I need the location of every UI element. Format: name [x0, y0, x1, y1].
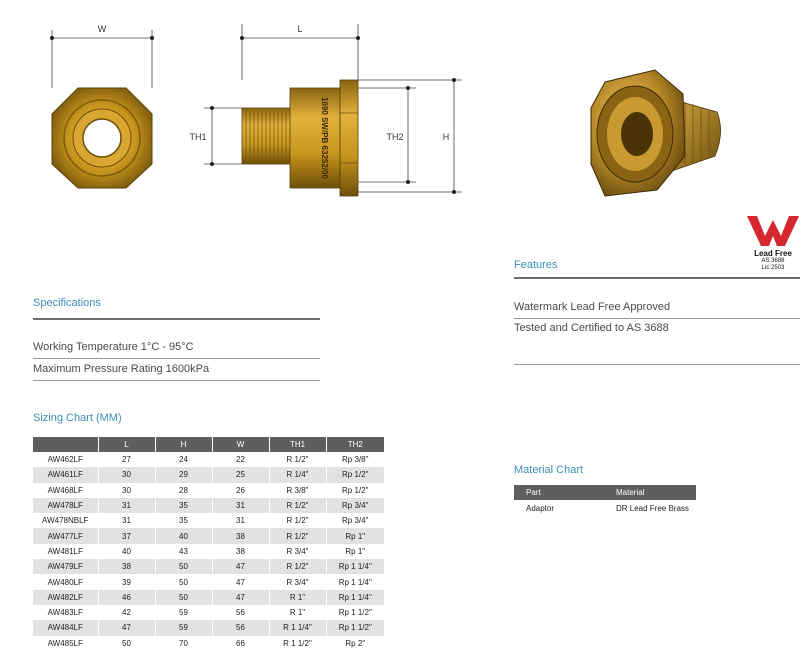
table-row	[33, 620, 384, 635]
feature-divider	[514, 318, 800, 319]
size-cell: 35	[155, 513, 212, 528]
product-code-cell: AW485LF	[33, 636, 98, 651]
size-cell: R 1 1/2"	[269, 636, 326, 651]
watermark-licence: Lic 2503	[761, 265, 785, 271]
size-cell: 29	[155, 467, 212, 482]
product-code-cell: AW461LF	[33, 467, 98, 482]
dim-th2-label: TH2	[386, 132, 404, 142]
size-cell: R 1/2"	[269, 452, 326, 467]
size-cell: 38	[212, 544, 269, 559]
dim-th1-label: TH1	[189, 132, 207, 142]
size-cell: 46	[98, 590, 155, 605]
size-cell: R 1/4"	[269, 467, 326, 482]
product-code-cell: AW479LF	[33, 559, 98, 574]
size-cell: Rp 2"	[345, 638, 366, 648]
size-cell: Rp 3/4"	[326, 498, 384, 513]
material-row	[514, 500, 696, 517]
sizing-header-cell: TH1	[269, 437, 326, 452]
watermark-w-icon	[745, 214, 801, 248]
size-cell: R 1/2"	[269, 559, 326, 574]
product-code-cell: AW481LF	[33, 544, 98, 559]
size-cell: 43	[155, 544, 212, 559]
product-code-cell: AW483LF	[33, 605, 98, 620]
size-cell: 47	[212, 559, 269, 574]
product-code-cell: AW478NBLF	[33, 513, 98, 528]
spec-item: Maximum Pressure Rating 1600kPa	[33, 363, 210, 375]
product-code-cell: AW480LF	[33, 574, 98, 589]
size-cell: 56	[212, 620, 269, 635]
size-cell: 31	[212, 498, 269, 513]
table-row	[33, 590, 384, 605]
product-code-cell: AW477LF	[33, 528, 98, 543]
material-header-row	[514, 485, 696, 500]
size-cell: 25	[212, 467, 269, 482]
dim-h-label: H	[442, 132, 450, 142]
product-code-cell: AW482LF	[33, 590, 98, 605]
dim-w-label: W	[97, 24, 107, 34]
watermark-title: Lead Free	[754, 249, 792, 258]
size-cell: 66	[212, 636, 269, 651]
size-cell: Rp 3/4"	[342, 516, 369, 526]
size-cell: 31	[98, 498, 155, 513]
product-code-cell: AW478LF	[33, 498, 98, 513]
size-cell: 42	[98, 605, 155, 620]
size-cell: R 1/2"	[269, 528, 326, 543]
size-cell: 38	[98, 559, 155, 574]
material-cell: Adaptor	[526, 504, 555, 513]
size-cell: R 1"	[269, 605, 326, 620]
product-code-cell: AW468LF	[33, 483, 98, 498]
sizing-header-cell	[33, 437, 98, 452]
size-cell: R 3/4"	[269, 574, 326, 589]
front-view-drawing	[40, 18, 165, 198]
table-row	[33, 498, 384, 513]
features-title: Features	[514, 259, 558, 271]
material-cell: DR Lead Free Brass	[616, 504, 689, 513]
product-code-cell: AW462LF	[33, 452, 98, 467]
body-marking: 1690 SW/PB 63252/00	[320, 97, 329, 179]
size-cell: 56	[212, 605, 269, 620]
product-photo	[585, 60, 735, 210]
size-cell: R 3/4"	[269, 544, 326, 559]
size-cell: Rp 1 1/4"	[326, 559, 384, 574]
sizing-chart-title: Sizing Chart (MM)	[33, 412, 122, 424]
feature-item: Watermark Lead Free Approved	[514, 301, 671, 313]
specifications-divider	[33, 318, 320, 320]
size-cell: 50	[155, 574, 212, 589]
spec-divider	[33, 380, 320, 381]
size-cell: 50	[98, 636, 155, 651]
watermark-standard: AS 3688	[761, 258, 785, 264]
sizing-header-row	[33, 437, 384, 452]
table-row	[33, 483, 384, 498]
size-cell: 27	[98, 452, 155, 467]
size-cell: 35	[155, 498, 212, 513]
size-cell: 59	[155, 620, 212, 635]
size-cell: 28	[155, 483, 212, 498]
size-cell: Rp 1 1/4"	[326, 590, 384, 605]
size-cell: Rp 1 1/2"	[338, 608, 372, 618]
size-cell: 31	[212, 513, 269, 528]
table-row	[33, 559, 384, 574]
product-code-cell: AW484LF	[33, 620, 98, 635]
size-cell: Rp 1 1/4"	[338, 577, 372, 587]
size-cell: R 1/2"	[269, 498, 326, 513]
specifications-title: Specifications	[33, 297, 101, 309]
size-cell: Rp 1"	[345, 546, 366, 556]
size-cell: 37	[98, 528, 155, 543]
material-chart-title: Material Chart	[514, 464, 584, 476]
sizing-header-cell: H	[155, 437, 212, 452]
features-divider	[514, 277, 800, 279]
size-cell: 22	[212, 452, 269, 467]
size-cell: 47	[212, 590, 269, 605]
dim-l-label: L	[297, 24, 303, 34]
size-cell: 26	[212, 483, 269, 498]
size-cell: 47	[98, 620, 155, 635]
table-row	[33, 605, 384, 620]
feature-divider	[514, 364, 800, 365]
size-cell: Rp 1"	[326, 528, 384, 543]
table-row	[33, 513, 384, 528]
table-row	[33, 574, 384, 589]
size-cell: 40	[98, 544, 155, 559]
side-view-drawing	[180, 18, 470, 208]
size-cell: R 1 1/4"	[269, 620, 326, 635]
size-cell: 30	[98, 483, 155, 498]
watermark-logo	[735, 214, 809, 278]
spec-divider	[33, 358, 320, 359]
sizing-header-cell: L	[98, 437, 155, 452]
size-cell: R 1/2"	[269, 513, 326, 528]
feature-item: Tested and Certified to AS 3688	[514, 322, 669, 334]
material-header-cell: Part	[514, 485, 604, 500]
table-row	[33, 452, 384, 467]
size-cell: Rp 3/8"	[342, 455, 369, 465]
size-cell: 24	[155, 452, 212, 467]
sizing-header-cell: W	[212, 437, 269, 452]
size-cell: Rp 1/2"	[342, 485, 369, 495]
size-cell: 31	[98, 513, 155, 528]
sizing-table	[33, 437, 384, 651]
sizing-header-cell: TH2	[326, 437, 384, 452]
spec-item: Working Temperature 1°C - 95°C	[33, 341, 194, 353]
size-cell: 50	[155, 559, 212, 574]
size-cell: 30	[98, 467, 155, 482]
sizing-table-body	[33, 452, 384, 651]
size-cell: 50	[155, 590, 212, 605]
size-cell: 40	[155, 528, 212, 543]
size-cell: 38	[212, 528, 269, 543]
table-row	[33, 528, 384, 543]
material-header-cell: Material	[604, 485, 696, 500]
table-row	[33, 544, 384, 559]
size-cell: 70	[155, 636, 212, 651]
size-cell: 47	[212, 574, 269, 589]
size-cell: 39	[98, 574, 155, 589]
material-table	[514, 485, 696, 517]
size-cell: R 3/8"	[269, 483, 326, 498]
size-cell: Rp 1 1/2"	[326, 620, 384, 635]
size-cell: Rp 1/2"	[326, 467, 384, 482]
size-cell: 59	[155, 605, 212, 620]
table-row	[33, 467, 384, 482]
table-row	[33, 636, 384, 651]
size-cell: R 1"	[269, 590, 326, 605]
